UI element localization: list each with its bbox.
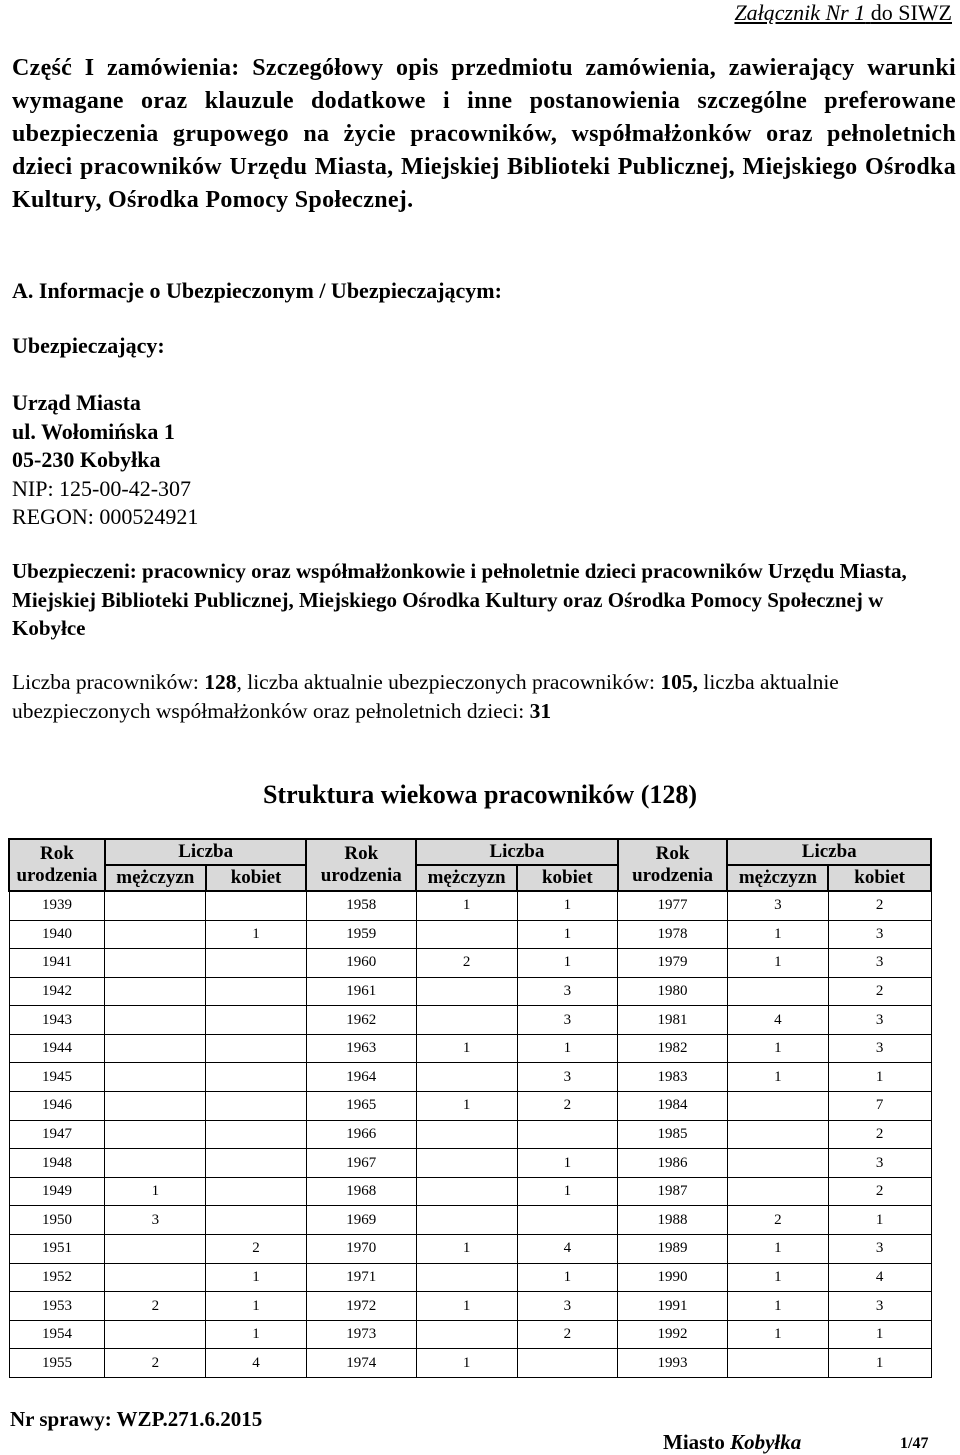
men-count-cell <box>416 1006 517 1035</box>
header-count-col-1: Liczba <box>105 839 306 865</box>
men-count-cell: 1 <box>727 1063 828 1092</box>
table-row <box>9 1006 931 1035</box>
men-count-cell: 1 <box>416 891 517 920</box>
women-count-cell: 2 <box>828 977 931 1006</box>
birth-year-cell: 1986 <box>618 1149 728 1178</box>
birth-year-cell: 1958 <box>306 891 416 920</box>
women-count-cell: 3 <box>517 977 618 1006</box>
birth-year-cell: 1991 <box>618 1292 728 1321</box>
women-count-cell: 2 <box>828 1177 931 1206</box>
men-count-cell: 1 <box>416 1349 517 1378</box>
insured-description: Ubezpieczeni: pracownicy oraz współmałżonkowie i pełnoletnie dzieci pracowników Urzędu Miasta, Miejskiej Biblioteki Publicznej, Miejskiego Ośrodka Kultury oraz Ośrodka Pomocy Społecznej w Kobyłce <box>12 559 907 640</box>
birth-year-cell: 1973 <box>306 1320 416 1349</box>
header-year-col-3: Rok urodzenia <box>618 839 728 891</box>
women-count-cell <box>206 1206 307 1235</box>
birth-year-cell: 1960 <box>306 949 416 978</box>
table-row <box>9 949 931 978</box>
men-count-cell: 3 <box>105 1206 206 1235</box>
birth-year-cell: 1945 <box>9 1063 105 1092</box>
men-count-cell: 1 <box>727 1235 828 1264</box>
men-count-cell <box>727 1349 828 1378</box>
table-row <box>9 1063 931 1092</box>
women-count-cell: 3 <box>828 1292 931 1321</box>
birth-year-cell: 1951 <box>9 1235 105 1264</box>
men-count-cell <box>105 1263 206 1292</box>
age-structure-table <box>8 838 932 1378</box>
men-count-cell: 2 <box>416 949 517 978</box>
title-text: Część I zamówienia: Szczegółowy opis przedmiotu zamówienia, zawierający warunki wymagane oraz klauzule dodatkowe i inne postanowienia szczególne preferowane ubezpieczenia grupowego na życie pracowników, współmałżonków oraz pełnoletnich dzieci pracowników Urzędu Miasta, Miejskiej Biblioteki Publicznej, Miejskiego Ośrodka Kultury, Ośrodka Pomocy Społecznej. <box>12 55 956 213</box>
table-row <box>9 1092 931 1121</box>
women-count-cell: 1 <box>828 1349 931 1378</box>
women-count-cell: 1 <box>517 1263 618 1292</box>
birth-year-cell: 1954 <box>9 1320 105 1349</box>
birth-year-cell: 1990 <box>618 1263 728 1292</box>
men-count-cell <box>105 949 206 978</box>
birth-year-cell: 1964 <box>306 1063 416 1092</box>
men-count-cell: 1 <box>416 1034 517 1063</box>
women-count-cell: 3 <box>828 1235 931 1264</box>
birth-year-cell: 1992 <box>618 1320 728 1349</box>
table-row <box>9 1034 931 1063</box>
birth-year-cell: 1940 <box>9 920 105 949</box>
insured-family-count: 31 <box>529 699 552 723</box>
birth-year-cell: 1949 <box>9 1177 105 1206</box>
table-row <box>9 891 931 920</box>
birth-year-cell: 1979 <box>618 949 728 978</box>
men-count-cell <box>727 1120 828 1149</box>
birth-year-cell: 1948 <box>9 1149 105 1178</box>
insurer-city: 05-230 Kobyłka <box>12 447 161 472</box>
women-count-cell: 2 <box>517 1092 618 1121</box>
birth-year-cell: 1980 <box>618 977 728 1006</box>
annex-suffix: do SIWZ <box>870 0 952 25</box>
header-men-2: mężczyzn <box>416 865 517 891</box>
women-count-cell: 1 <box>517 920 618 949</box>
women-count-cell <box>206 949 307 978</box>
men-count-cell: 1 <box>727 920 828 949</box>
men-count-cell <box>105 977 206 1006</box>
birth-year-cell: 1984 <box>618 1092 728 1121</box>
men-count-cell <box>105 1092 206 1121</box>
women-count-cell: 3 <box>517 1063 618 1092</box>
men-count-cell <box>416 1263 517 1292</box>
men-count-cell <box>105 891 206 920</box>
birth-year-cell: 1946 <box>9 1092 105 1121</box>
header-women-3: kobiet <box>828 865 931 891</box>
men-count-cell: 2 <box>105 1349 206 1378</box>
men-count-cell <box>416 1320 517 1349</box>
birth-year-cell: 1981 <box>618 1006 728 1035</box>
men-count-cell <box>727 1149 828 1178</box>
women-count-cell: 1 <box>517 1177 618 1206</box>
women-count-cell: 1 <box>828 1206 931 1235</box>
women-count-cell <box>517 1120 618 1149</box>
birth-year-cell: 1962 <box>306 1006 416 1035</box>
birth-year-cell: 1982 <box>618 1034 728 1063</box>
table-row <box>9 1320 931 1349</box>
age-table-body <box>9 891 931 1378</box>
header-women-1: kobiet <box>206 865 307 891</box>
birth-year-cell: 1955 <box>9 1349 105 1378</box>
women-count-cell: 1 <box>517 891 618 920</box>
birth-year-cell: 1985 <box>618 1120 728 1149</box>
birth-year-cell: 1974 <box>306 1349 416 1378</box>
footer-city-name: Kobyłka <box>730 1430 802 1454</box>
insurer-street: ul. Wołomińska 1 <box>12 418 175 444</box>
women-count-cell <box>206 891 307 920</box>
footer-city <box>663 1430 801 1455</box>
women-count-cell <box>517 1206 618 1235</box>
birth-year-cell: 1959 <box>306 920 416 949</box>
men-count-cell <box>105 1034 206 1063</box>
birth-year-cell: 1953 <box>9 1292 105 1321</box>
table-row <box>9 1349 931 1378</box>
women-count-cell: 3 <box>828 1149 931 1178</box>
women-count-cell: 4 <box>828 1263 931 1292</box>
women-count-cell: 4 <box>206 1349 307 1378</box>
men-count-cell <box>105 1149 206 1178</box>
men-count-cell <box>416 977 517 1006</box>
birth-year-cell: 1950 <box>9 1206 105 1235</box>
women-count-cell: 3 <box>828 1034 931 1063</box>
women-count-cell: 3 <box>828 1006 931 1035</box>
birth-year-cell: 1965 <box>306 1092 416 1121</box>
women-count-cell <box>206 1006 307 1035</box>
birth-year-cell: 1983 <box>618 1063 728 1092</box>
birth-year-cell: 1989 <box>618 1235 728 1264</box>
birth-year-cell: 1969 <box>306 1206 416 1235</box>
women-count-cell: 1 <box>828 1063 931 1092</box>
birth-year-cell: 1970 <box>306 1235 416 1264</box>
header-row-2 <box>9 865 931 891</box>
men-count-cell <box>105 1063 206 1092</box>
men-count-cell: 1 <box>727 949 828 978</box>
birth-year-cell: 1993 <box>618 1349 728 1378</box>
counts-text-1: Liczba pracowników: <box>12 670 205 694</box>
table-row <box>9 1206 931 1235</box>
birth-year-cell: 1971 <box>306 1263 416 1292</box>
women-count-cell: 3 <box>517 1006 618 1035</box>
men-count-cell: 3 <box>727 891 828 920</box>
employee-counts <box>12 668 958 726</box>
men-count-cell: 1 <box>416 1092 517 1121</box>
women-count-cell <box>206 977 307 1006</box>
header-men-3: mężczyzn <box>727 865 828 891</box>
men-count-cell: 1 <box>416 1292 517 1321</box>
annex-number: Załącznik Nr 1 <box>734 0 866 25</box>
header-year-col-2: Rok urodzenia <box>306 839 416 891</box>
birth-year-cell: 1944 <box>9 1034 105 1063</box>
section-a-heading: A. Informacje o Ubezpieczonym / Ubezpieczającym: <box>12 278 502 303</box>
men-count-cell <box>416 1149 517 1178</box>
counts-text-3: liczba aktualnie ubezpieczonych współmałżonków oraz pełnoletnich dzieci: <box>12 670 839 723</box>
men-count-cell <box>416 920 517 949</box>
counts-text-2: , liczba aktualnie ubezpieczonych pracowników: <box>236 670 661 694</box>
header-men-1: mężczyzn <box>105 865 206 891</box>
insurer-regon: REGON: 000524921 <box>12 504 199 529</box>
table-row <box>9 1149 931 1178</box>
men-count-cell <box>727 1092 828 1121</box>
birth-year-cell: 1966 <box>306 1120 416 1149</box>
header-women-2: kobiet <box>517 865 618 891</box>
header-count-col-3: Liczba <box>727 839 931 865</box>
table-row <box>9 1292 931 1321</box>
insurer-nip: NIP: 125-00-42-307 <box>12 475 192 501</box>
men-count-cell <box>105 1235 206 1264</box>
men-count-cell <box>416 1120 517 1149</box>
birth-year-cell: 1943 <box>9 1006 105 1035</box>
men-count-cell <box>105 1006 206 1035</box>
women-count-cell: 3 <box>828 949 931 978</box>
birth-year-cell: 1947 <box>9 1120 105 1149</box>
women-count-cell: 7 <box>828 1092 931 1121</box>
employee-count: 128 <box>204 670 237 694</box>
birth-year-cell: 1939 <box>9 891 105 920</box>
birth-year-cell: 1978 <box>618 920 728 949</box>
men-count-cell: 1 <box>727 1034 828 1063</box>
birth-year-cell: 1972 <box>306 1292 416 1321</box>
women-count-cell: 3 <box>517 1292 618 1321</box>
men-count-cell: 4 <box>727 1006 828 1035</box>
men-count-cell <box>416 1063 517 1092</box>
annex-label <box>734 0 952 26</box>
women-count-cell: 2 <box>828 891 931 920</box>
women-count-cell: 1 <box>517 949 618 978</box>
footer-city-label: Miasto <box>663 1430 725 1454</box>
header-count-col-2: Liczba <box>416 839 617 865</box>
women-count-cell: 4 <box>517 1235 618 1264</box>
insurer-name: Urząd Miasta <box>12 390 141 415</box>
women-count-cell <box>206 1120 307 1149</box>
men-count-cell: 2 <box>727 1206 828 1235</box>
men-count-cell: 1 <box>727 1292 828 1321</box>
insured-employee-count: 105, <box>660 670 698 694</box>
men-count-cell <box>727 977 828 1006</box>
women-count-cell: 1 <box>206 920 307 949</box>
men-count-cell: 1 <box>727 1263 828 1292</box>
men-count-cell <box>727 1177 828 1206</box>
men-count-cell <box>416 1206 517 1235</box>
women-count-cell: 1 <box>828 1320 931 1349</box>
birth-year-cell: 1963 <box>306 1034 416 1063</box>
men-count-cell: 1 <box>727 1320 828 1349</box>
women-count-cell: 1 <box>517 1149 618 1178</box>
women-count-cell <box>206 1034 307 1063</box>
birth-year-cell: 1967 <box>306 1149 416 1178</box>
women-count-cell: 1 <box>206 1263 307 1292</box>
men-count-cell: 1 <box>105 1177 206 1206</box>
page-number: 1/47 <box>900 1435 929 1452</box>
women-count-cell: 3 <box>828 920 931 949</box>
women-count-cell: 1 <box>517 1034 618 1063</box>
men-count-cell: 1 <box>416 1235 517 1264</box>
table-row <box>9 1263 931 1292</box>
men-count-cell: 2 <box>105 1292 206 1321</box>
birth-year-cell: 1961 <box>306 977 416 1006</box>
women-count-cell <box>206 1063 307 1092</box>
women-count-cell: 1 <box>206 1292 307 1321</box>
birth-year-cell: 1988 <box>618 1206 728 1235</box>
table-title: Struktura wiekowa pracowników (128) <box>262 780 698 809</box>
case-number: Nr sprawy: WZP.271.6.2015 <box>10 1407 263 1431</box>
insurer-address <box>12 389 198 532</box>
women-count-cell: 1 <box>206 1320 307 1349</box>
insurer-label: Ubezpieczający: <box>12 333 165 358</box>
women-count-cell <box>206 1177 307 1206</box>
table-row <box>9 1120 931 1149</box>
table-row <box>9 1177 931 1206</box>
women-count-cell <box>206 1092 307 1121</box>
men-count-cell <box>416 1177 517 1206</box>
women-count-cell <box>517 1349 618 1378</box>
table-row <box>9 1235 931 1264</box>
birth-year-cell: 1942 <box>9 977 105 1006</box>
women-count-cell: 2 <box>517 1320 618 1349</box>
men-count-cell <box>105 920 206 949</box>
women-count-cell: 2 <box>206 1235 307 1264</box>
table-row <box>9 977 931 1006</box>
birth-year-cell: 1987 <box>618 1177 728 1206</box>
birth-year-cell: 1977 <box>618 891 728 920</box>
women-count-cell <box>206 1149 307 1178</box>
men-count-cell <box>105 1120 206 1149</box>
header-row-1 <box>9 839 931 865</box>
women-count-cell: 2 <box>828 1120 931 1149</box>
header-year-col-1: Rok urodzenia <box>9 839 105 891</box>
birth-year-cell: 1941 <box>9 949 105 978</box>
table-row <box>9 920 931 949</box>
men-count-cell <box>105 1320 206 1349</box>
birth-year-cell: 1968 <box>306 1177 416 1206</box>
birth-year-cell: 1952 <box>9 1263 105 1292</box>
document-title <box>12 52 956 217</box>
